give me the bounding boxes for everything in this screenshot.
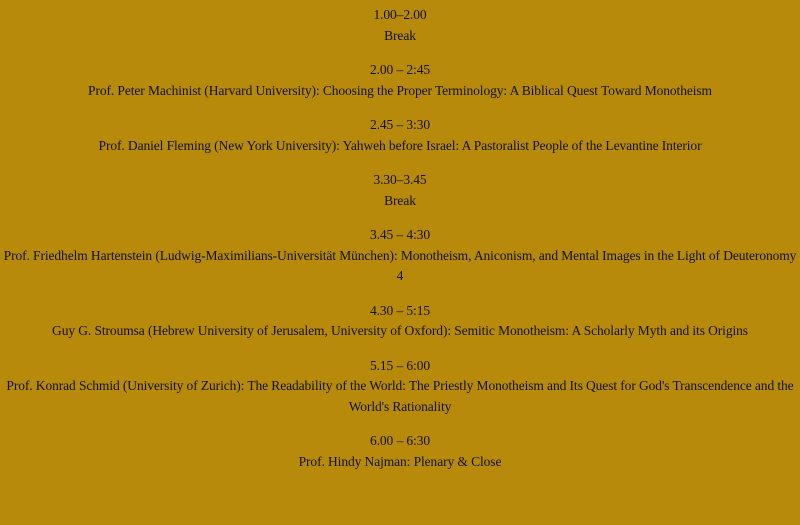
session-description: Prof. Daniel Fleming (New York University): Yahweh before Israel: A Pastoralist People of the Levantine Interior — [98, 137, 702, 153]
schedule-entry — [2, 225, 798, 287]
session-time: 3.30–3.45 — [373, 172, 427, 187]
schedule-entry — [2, 5, 798, 46]
session-description: Prof. Konrad Schmid (University of Zurich): The Readability of the World: The Priestly Monotheism and Its Quest for God's Transcendence and the World's Rationality — [6, 378, 794, 414]
schedule-entry — [2, 60, 798, 101]
schedule-entry — [2, 301, 798, 342]
session-time: 4.30 – 5:15 — [369, 302, 431, 318]
session-description: Break — [384, 192, 416, 208]
schedule-entry — [2, 170, 798, 211]
session-time: 3.45 – 4:30 — [369, 227, 431, 242]
session-time: 5.15 – 6:00 — [369, 357, 431, 373]
session-description: Prof. Hindy Najman: Plenary & Close — [298, 453, 502, 469]
schedule-entry — [2, 356, 798, 418]
session-time: 1.00–2.00 — [373, 7, 427, 22]
session-description: Prof. Friedhelm Hartenstein (Ludwig-Maximilians-Universität München): Monotheism, Aniconism, and Mental Images in the Light of Deuteronomy 4 — [3, 247, 797, 283]
session-time: 6.00 – 6:30 — [369, 433, 431, 448]
session-description: Prof. Peter Machinist (Harvard University): Choosing the Proper Terminology: A Biblical Quest Toward Monotheism — [88, 82, 712, 98]
session-description: Guy G. Stroumsa (Hebrew University of Jerusalem, University of Oxford): Semitic Monotheism: A Scholarly Myth and its Origins — [52, 323, 748, 338]
session-description: Break — [384, 27, 416, 43]
schedule-entry — [2, 431, 798, 472]
session-time: 2.00 – 2:45 — [369, 62, 431, 77]
schedule-entry — [2, 115, 798, 156]
session-time: 2.45 – 3:30 — [369, 117, 431, 132]
